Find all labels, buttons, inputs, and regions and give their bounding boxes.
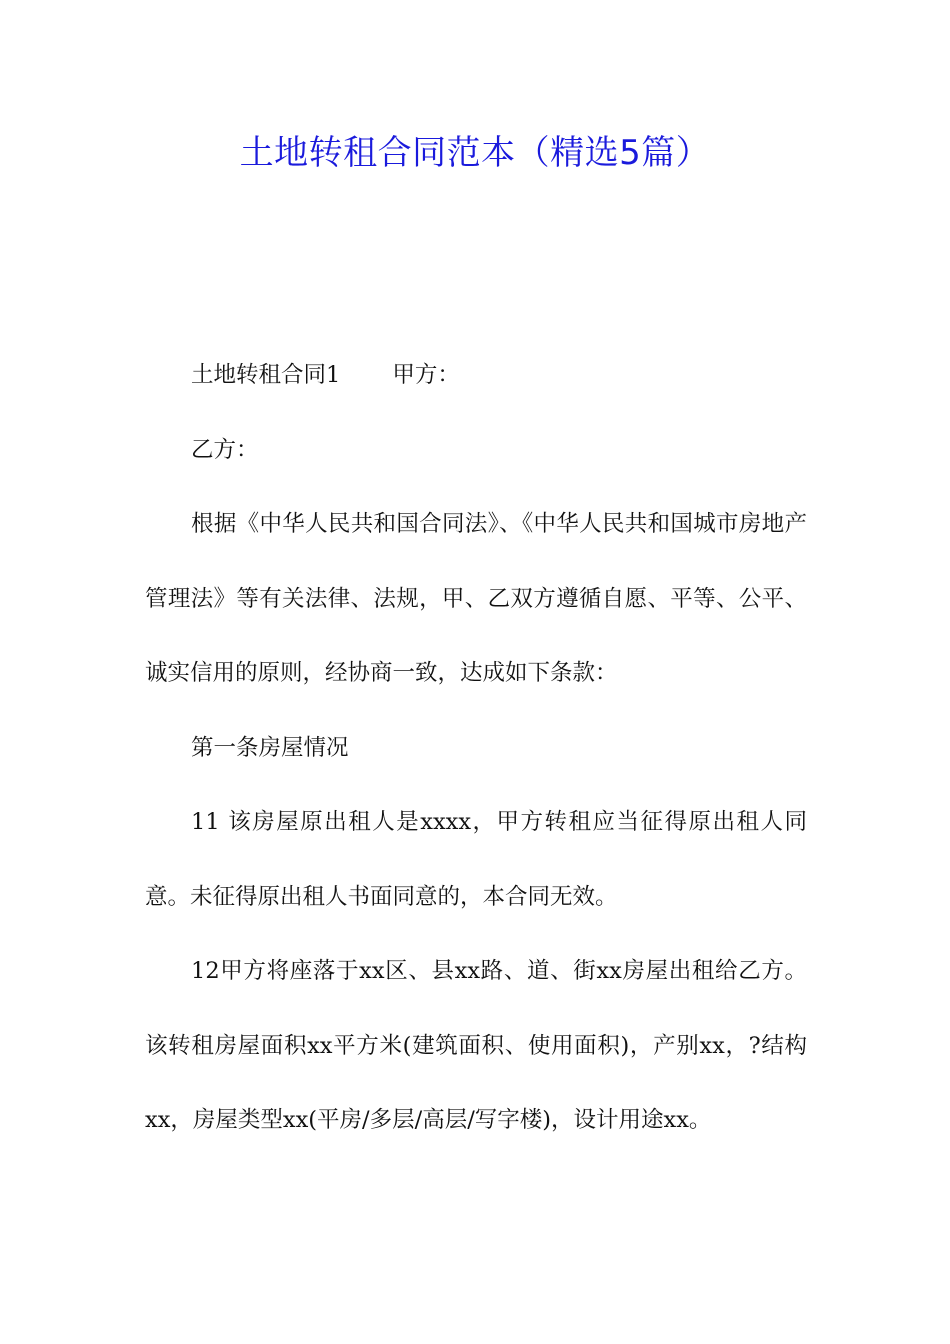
party-b-label: 乙方： <box>191 436 259 463</box>
paragraph-heading-parties <box>145 338 807 413</box>
document-body <box>145 338 807 1158</box>
clause-1-2: 12甲方将座落于xx区、县xx路、道、街xx房屋出租给乙方。该转租房屋面积xx平方米(建筑面积、使用面积)，产别xx，?结构xx，房屋类型xx(平房/多层/高层/写字楼)，设计用途xx。 <box>145 958 807 1133</box>
contract-number-label: 土地转租合同1 <box>191 362 341 388</box>
paragraph-legal-basis: 根据《中华人民共和国合同法》、《中华人民共和国城市房地产管理法》等有关法律、法规，甲、乙双方遵循自愿、平等、公平、诚实信用的原则，经协商一致，达成如下条款： <box>145 511 807 686</box>
article-heading: 第一条房屋情况 <box>191 734 349 761</box>
clause-1-1: 11 该房屋原出租人是xxxx，甲方转租应当征得原出租人同意。未征得原出租人书面同意的，本合同无效。 <box>145 809 807 910</box>
document-title: 土地转租合同范本（精选5篇） <box>239 133 711 173</box>
party-a-label: 甲方： <box>392 362 460 388</box>
